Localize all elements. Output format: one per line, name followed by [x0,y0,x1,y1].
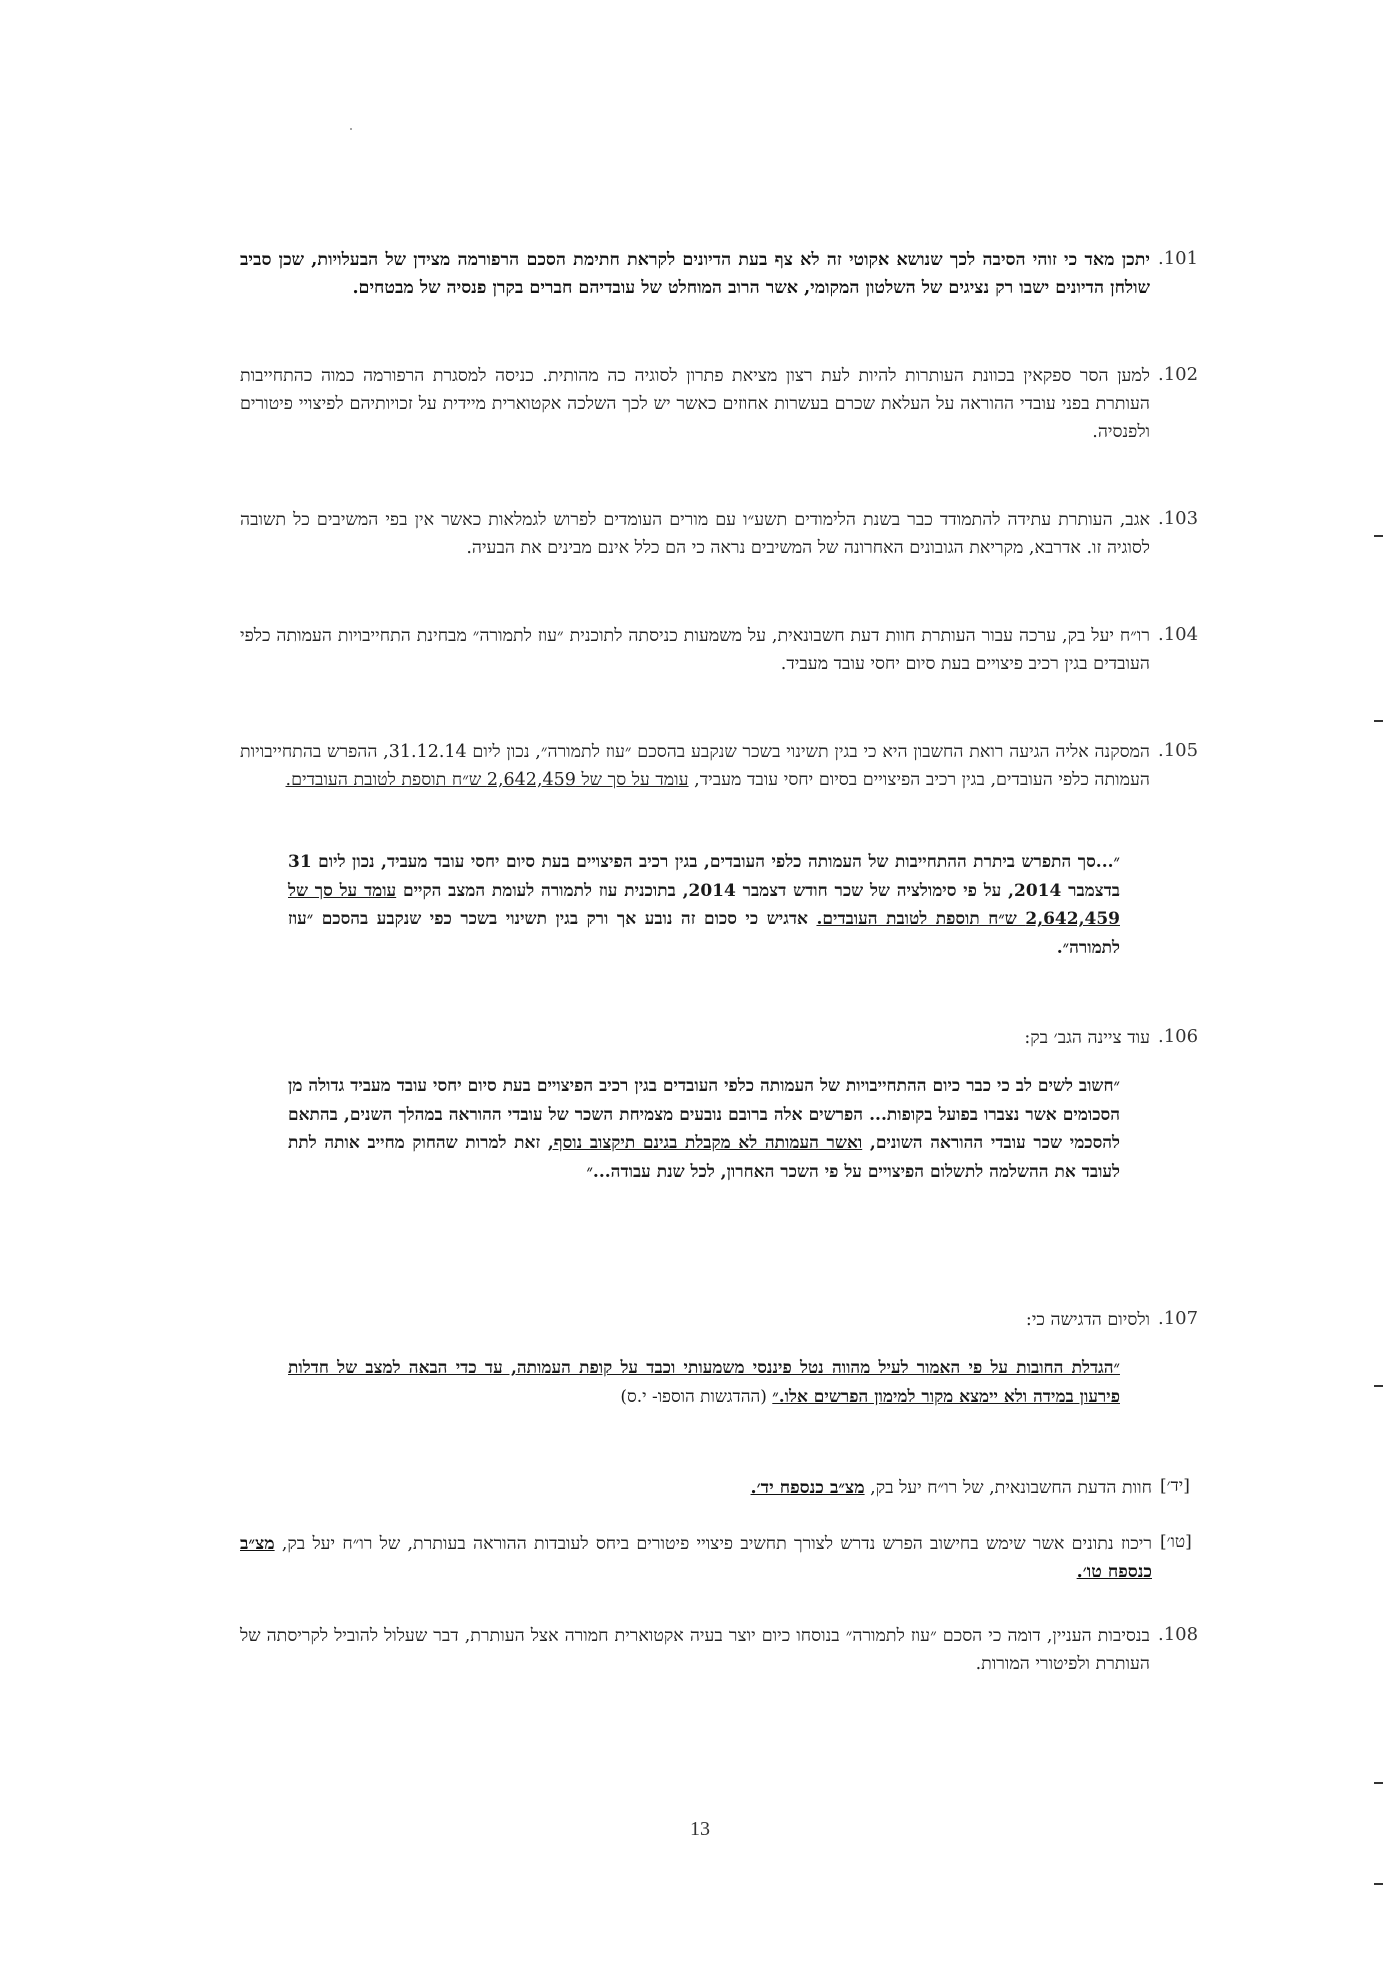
quote-1-underlined: עומד על סך של 2,642,459 ש״ח תוספת לטובת העובדים. [288,880,1120,929]
paragraph-number-107: .107 [1158,1308,1199,1329]
paragraph-number-104: .104 [1158,624,1199,645]
exhibit-15-description: ריכוז נתונים אשר שימש בחישוב הפרש נדרש לצורך תחשיב פיצויי פיטורים ביחס לעובדות ההוראה בעותרת, של רו״ח יעל בק, [274,1534,1152,1554]
exhibit-marker-15: [טו׳] [1160,1532,1192,1552]
paragraph-105 [240,738,1150,794]
margin-mark [1374,1385,1383,1387]
quote-1-text: ״...סך התפרש ביתרת ההתחייבות של העמותה כלפי העובדים, בגין רכיב הפיצויים בעת סיום יחסי עובד מעביד, נכון ליום 31 בדצמבר 2014, על פי סימולציה של שכר חודש דצמבר 2014, בתוכנית עוז לתמורה לעומת המצב הקיים [288,852,1120,901]
quote-block-1 [288,848,1120,962]
margin-mark [1374,1782,1383,1784]
exhibit-marker-14: [יד׳] [1160,1476,1190,1496]
margin-mark [1374,535,1383,537]
paragraph-number-108: .108 [1158,1624,1199,1645]
quote-3-note: (ההדגשות הוספו- י.ס) [620,1386,773,1407]
exhibit-14-link: מצ״ב כנספח יד׳. [750,1478,865,1498]
margin-mark [1374,720,1383,722]
paragraph-number-106: .106 [1158,1026,1199,1047]
paragraph-104: רו״ח יעל בק, ערכה עבור העותרת חוות דעת חשבונאית, על משמעות כניסתה לתוכנית ״עוז לתמורה״ מבחינת התחייבויות העמותה כלפי העובדים בגין רכיב פיצויים בעת סיום יחסי עובד מעביד. [240,626,1150,674]
exhibit-15-link: מצ״ב כנספח טו׳. [240,1534,1152,1582]
quote-2-text: ״חשוב לשים לב כי כבר כיום ההתחייבויות של העמותה כלפי העובדים בגין רכיב הפיצויים בעת סיום יחסי עובד מעביד גדולה מן הסכומים אשר נצברו בפועל בקופות... הפרשים אלה ברובם נובעים מצמיחת השכר של עובדי ההוראה במהלך השנים, בהתאם להסכמי שכר עובדי ההוראה השונים, [288,1076,1120,1153]
paragraph-108: בנסיבות העניין, דומה כי הסכם ״עוז לתמורה״ בנוסחו כיום יוצר בעיה אקטוארית חמורה אצל העותרת, דבר שעלול להוביל לקריסתה של העותרת ולפיטורי המורות. [240,1626,1150,1674]
exhibit-15-text [240,1530,1152,1586]
exhibit-14-text [240,1474,1152,1502]
quote-block-3 [288,1354,1120,1411]
paragraph-102: למען הסר ספקאין בכוונת העותרות להיות לעת רצון מציאת פתרון לסוגיה כה מהותית. כניסה למסגרת הרפורמה כמוה כהתחייבות העותרת בפני עובדי ההוראה על העלאת שכרם בעשרות אחוזים כאשר יש לכך השלכה אקטוארית מיידית על זכויותיהם לפיצויי פיטורים ולפנסיה. [240,366,1150,442]
page-number: 13 [690,1818,710,1840]
paragraph-number-103: .103 [1158,508,1199,529]
paragraph-number-102: .102 [1158,364,1199,385]
paragraph-number-105: .105 [1158,740,1199,761]
quote-block-2 [288,1072,1120,1186]
quote-3-underlined: ״הגדלת החובות על פי האמור לעיל מהווה נטל פיננסי משמעותי וכבד על קופת העמותה, עד כדי הבאה למצב של חדלות פירעון במידה ולא יימצא מקור למימון הפרשים אלו.״ [288,1358,1120,1407]
paragraph-101: יתכן מאד כי זוהי הסיבה לכך שנושא אקוטי זה לא צף בעת הדיונים לקראת חתימת הסכם הרפורמה מצידן של הבעלויות, שכן סביב שולחן הדיונים ישבו רק נציגים של השלטון המקומי, אשר הרוב המוחלט של עובדיהם חברים בקרן פנסיה של מבטחים. [240,250,1150,298]
quote-1-text-end: אדגיש כי סכום זה נובע אך ורק בגין תשינוי בשכר כפי שנקבע בהסכם ״עוז לתמורה״. [288,909,1120,958]
paragraph-number-101: .101 [1158,248,1199,269]
paragraph-105-text: המסקנה אליה הגיעה רואת החשבון היא כי בגין תשינוי בשכר שנקבע בהסכם ״עוז לתמורה״, נכון ליום 31.12.14, ההפרש בהתחייבויות העמותה כלפי העובדים, בגין רכיב הפיצויים בסיום יחסי עובד מעביד, [240,742,1150,790]
paragraph-107: ולסיום הדגישה כי: [1025,1310,1150,1330]
quote-2-text-end: זאת למרות שהחוק מחייב אותה לתת לעובד את ההשלמה לתשלום הפיצויים על פי השכר האחרון, לכל שנת עבודה...״ [288,1133,1120,1182]
paragraph-103: אגב, העותרת עתידה להתמודד כבר בשנת הלימודים תשע״ו עם מורים העומדים לפרוש לגמלאות כאשר אין בפי המשיבים כל תשובה לסוגיה זו. אדרבא, מקריאת הגובונים האחרונה של המשיבים נראה כי הם כלל אינם מבינים את הבעיה. [240,510,1150,558]
margin-mark [1374,1883,1383,1885]
quote-2-underlined: ואשר העמותה לא מקבלת בגינם תיקצוב נוסף, [547,1133,863,1153]
paragraph-106: עוד ציינה הגב׳ בק: [1024,1028,1150,1048]
exhibit-14-description: חוות הדעת החשבונאית, של רו״ח יעל בק, [864,1478,1152,1498]
paragraph-105-underlined: עומד על סך של 2,642,459 ש״ח תוספת לטובת העובדים. [285,770,689,790]
scan-speck [350,128,352,130]
